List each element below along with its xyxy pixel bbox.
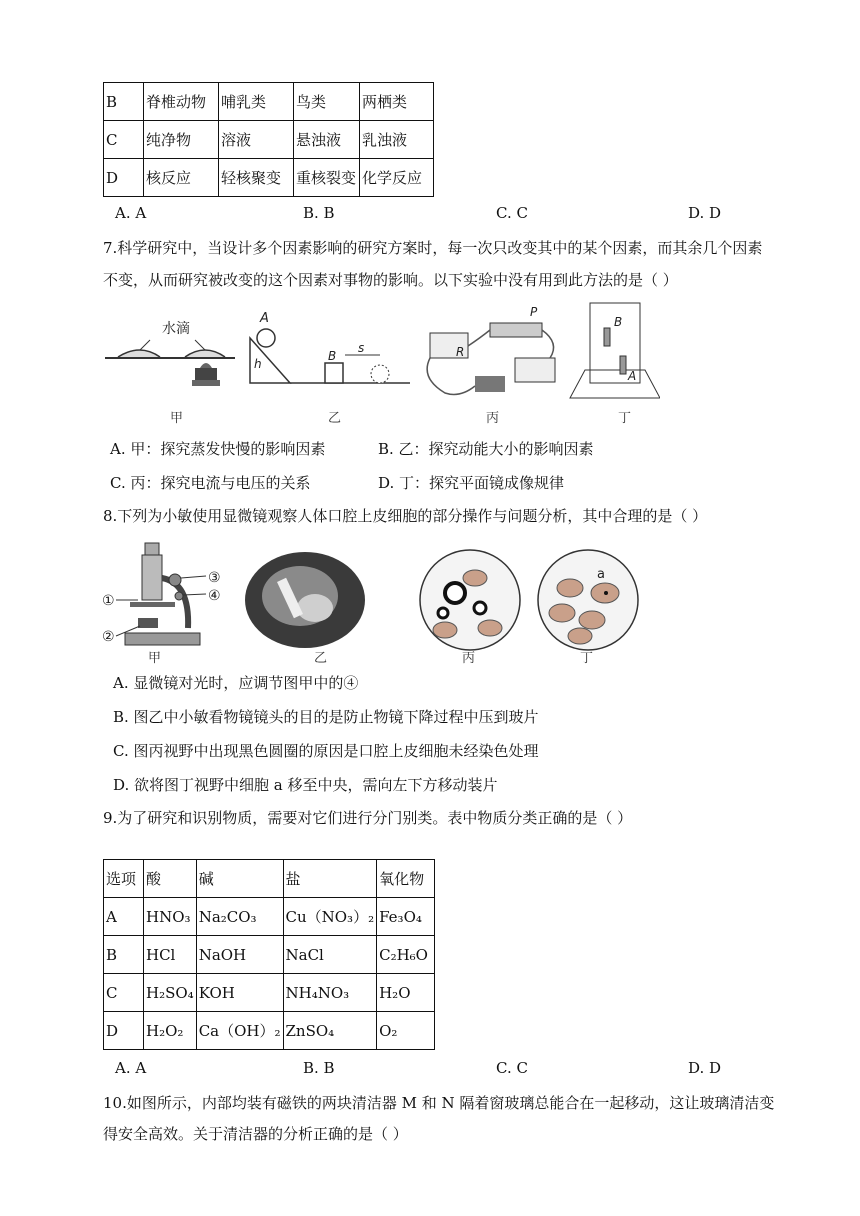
q8-caption-bing: 丙 (462, 651, 476, 666)
table-cell: Cu（NO₃）₂ (283, 898, 377, 936)
q7-fig-yi (250, 311, 410, 426)
q7-option-a[interactable]: A. 甲：探究蒸发快慢的影响因素 (110, 440, 326, 458)
q7-fig-ding (570, 303, 660, 426)
q9-table (103, 859, 435, 1050)
table-cell: 脊椎动物 (144, 83, 219, 121)
table-cell: Fe₃O₄ (377, 898, 435, 936)
table-cell: 乳浊液 (360, 121, 434, 159)
table-row (104, 159, 434, 197)
svg-text:B: B (614, 315, 623, 329)
svg-text:③: ③ (208, 570, 221, 586)
q8-option-b[interactable]: B. 图乙中小敏看物镜镜头的目的是防止物镜下降过程中压到玻片 (113, 708, 539, 726)
q7-water-label: 水滴 (162, 321, 190, 337)
table-row (104, 898, 435, 936)
table-cell: B (104, 83, 144, 121)
svg-text:④: ④ (208, 588, 221, 604)
q7-option-d[interactable]: D. 丁：探究平面镜成像规律 (378, 474, 565, 492)
table-cell: ZnSO₄ (283, 1012, 377, 1050)
q6-table (103, 82, 434, 197)
table-cell: 悬浊液 (294, 121, 360, 159)
table-cell: C₂H₆O (377, 936, 435, 974)
table-cell: C (104, 974, 144, 1012)
table-cell: Na₂CO₃ (196, 898, 283, 936)
q8-fig-jia (102, 543, 221, 666)
q8-caption-ding: 丁 (580, 651, 594, 666)
table-cell: NaOH (196, 936, 283, 974)
table-row (104, 121, 434, 159)
q6-option-b[interactable]: B. B (303, 204, 335, 222)
table-cell: A (104, 898, 144, 936)
q10-stem-line2: 得安全高效。关于清洁器的分析正确的是（ ） (103, 1125, 408, 1143)
table-cell: HCl (144, 936, 197, 974)
q7-caption-ding: 丁 (618, 411, 632, 426)
q7-fig-bing (427, 305, 555, 426)
table-cell: Ca（OH）₂ (196, 1012, 283, 1050)
table-cell: 两栖类 (360, 83, 434, 121)
table-cell: 核反应 (144, 159, 219, 197)
svg-text:R: R (456, 345, 465, 359)
q6-option-c[interactable]: C. C (496, 204, 528, 222)
q8-option-a[interactable]: A. 显微镜对光时，应调节图甲中的④ (113, 674, 359, 692)
q7-stem-line2: 不变，从而研究被改变的这个因素对事物的影响。以下实验中没有用到此方法的是（ ） (103, 271, 678, 289)
svg-text:P: P (530, 305, 538, 319)
svg-text:h: h (254, 357, 262, 371)
table-header-row (104, 860, 435, 898)
table-cell: D (104, 159, 144, 197)
svg-text:s: s (358, 341, 365, 355)
table-cell: 纯净物 (144, 121, 219, 159)
table-row (104, 974, 435, 1012)
q8-caption-yi: 乙 (314, 651, 328, 666)
q8-fig-ding (538, 550, 638, 666)
table-cell: C (104, 121, 144, 159)
q8-caption-jia: 甲 (148, 651, 162, 666)
svg-text:a: a (597, 567, 605, 582)
table-cell: 重核裂变 (294, 159, 360, 197)
table-cell: B (104, 936, 144, 974)
table-row (104, 1012, 435, 1050)
table-cell: H₂O (377, 974, 435, 1012)
table-header-cell: 酸 (144, 860, 197, 898)
q8-option-c[interactable]: C. 图丙视野中出现黑色圆圈的原因是口腔上皮细胞未经染色处理 (113, 742, 539, 760)
svg-text:A: A (260, 311, 269, 326)
table-header-cell: 选项 (104, 860, 144, 898)
q8-option-d[interactable]: D. 欲将图丁视野中细胞 a 移至中央，需向左下方移动装片 (113, 776, 498, 794)
svg-text:A: A (628, 369, 637, 383)
q8-fig-bing (420, 550, 520, 666)
table-cell: 哺乳类 (219, 83, 294, 121)
q9-option-b[interactable]: B. B (303, 1059, 335, 1077)
table-cell: NaCl (283, 936, 377, 974)
q10-stem-line1: 10.如图所示，内部均装有磁铁的两块清洁器 M 和 N 隔着窗玻璃总能合在一起移动，这让玻璃清洁变 (103, 1094, 775, 1112)
q7-caption-yi: 乙 (328, 411, 342, 426)
table-cell: HNO₃ (144, 898, 197, 936)
table-cell: 轻核聚变 (219, 159, 294, 197)
svg-text:B: B (328, 349, 337, 363)
q7-fig-jia (105, 320, 235, 426)
table-cell: KOH (196, 974, 283, 1012)
table-cell: NH₄NO₃ (283, 974, 377, 1012)
q7-caption-bing: 丙 (486, 411, 500, 426)
q8-figure (100, 538, 650, 666)
q8-stem: 8.下列为小敏使用显微镜观察人体口腔上皮细胞的部分操作与问题分析，其中合理的是（ ） (103, 507, 708, 525)
table-cell: O₂ (377, 1012, 435, 1050)
table-header-cell: 氧化物 (377, 860, 435, 898)
table-cell: D (104, 1012, 144, 1050)
q7-option-b[interactable]: B. 乙：探究动能大小的影响因素 (378, 440, 594, 458)
q8-fig-yi (245, 552, 365, 666)
table-cell: H₂O₂ (144, 1012, 197, 1050)
table-cell: 溶液 (219, 121, 294, 159)
table-cell: 化学反应 (360, 159, 434, 197)
q7-option-c[interactable]: C. 丙：探究电流与电压的关系 (110, 474, 311, 492)
table-cell: 鸟类 (294, 83, 360, 121)
q6-option-d[interactable]: D. D (688, 204, 722, 222)
q6-option-a[interactable]: A. A (115, 204, 147, 222)
table-header-cell: 碱 (196, 860, 283, 898)
svg-text:②: ② (102, 629, 115, 645)
q7-figure (100, 298, 660, 430)
q9-option-a[interactable]: A. A (115, 1059, 147, 1077)
table-header-cell: 盐 (283, 860, 377, 898)
q9-stem: 9.为了研究和识别物质，需要对它们进行分门别类。表中物质分类正确的是（ ） (103, 809, 633, 827)
q7-stem-line1: 7.科学研究中，当设计多个因素影响的研究方案时，每一次只改变其中的某个因素，而其余几个因素 (103, 239, 763, 257)
q9-option-d[interactable]: D. D (688, 1059, 722, 1077)
svg-text:①: ① (102, 593, 115, 609)
table-row (104, 936, 435, 974)
table-row (104, 83, 434, 121)
q7-caption-jia: 甲 (170, 411, 184, 426)
table-cell: H₂SO₄ (144, 974, 197, 1012)
q9-option-c[interactable]: C. C (496, 1059, 528, 1077)
